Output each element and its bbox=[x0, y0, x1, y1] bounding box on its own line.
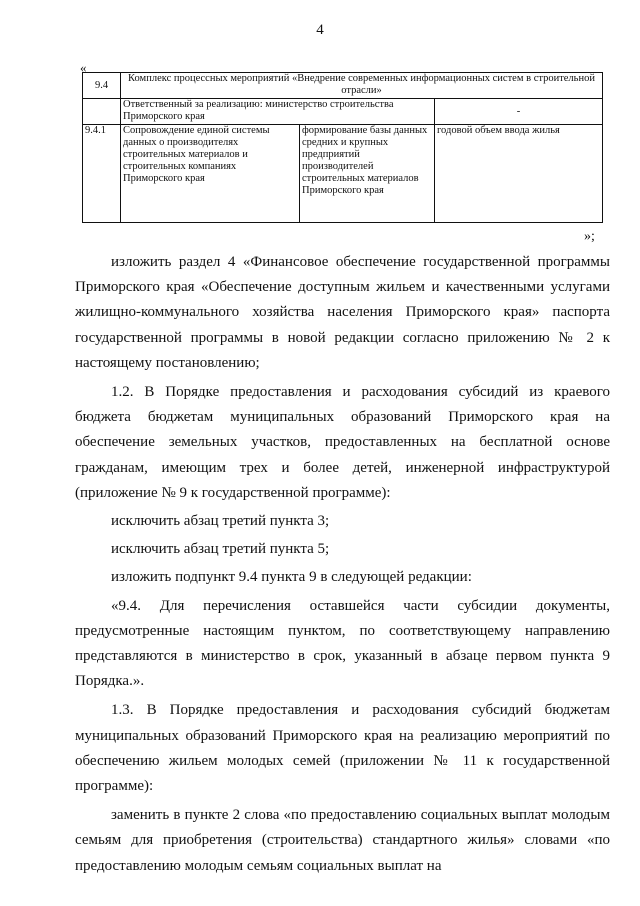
paragraph: 1.2. В Порядке предоставления и расходования субсидий из краевого бюджета бюджетам муниципальных образований Приморского края на обеспечение земельных участков, предоставленных на бесплатной основе гражданам, имеющим трех и более детей, инженерной инфраструктурой (приложение № 9 к государственной программе): bbox=[75, 384, 610, 501]
table-row-responsible bbox=[83, 99, 603, 125]
closing-quote-mark: »; bbox=[584, 229, 595, 244]
responsible-cell: Ответственный за реализацию: министерство строительства Приморского края bbox=[121, 99, 435, 125]
paragraph: заменить в пункте 2 слова «по предоставлению социальных выплат молодым семьям для приобретения (строительства) стандартного жилья» словами «по предоставлению молодым семьям социальных выплат на bbox=[75, 807, 610, 874]
paragraph: изложить раздел 4 «Финансовое обеспечение государственной программы Приморского края «Обеспечение доступным жильем и качественными услугами жилищно-коммунального хозяйства населения Приморского края» паспорта государственной программы в новой редакции согласно приложению № 2 к настоящему постановлению; bbox=[75, 254, 610, 371]
opening-quote-mark: « bbox=[80, 60, 87, 75]
program-table bbox=[82, 72, 603, 223]
paragraph: исключить абзац третий пункта 3; bbox=[111, 513, 330, 530]
table-row-task bbox=[83, 125, 603, 223]
task-cell: Сопровождение единой системы данных о производителях строительных материалов и строительных компаниях Приморского края bbox=[121, 125, 300, 223]
description-cell: формирование базы данных средних и крупных предприятий производителей строительных материалов Приморского края bbox=[300, 125, 435, 223]
paragraph: 1.3. В Порядке предоставления и расходования субсидий бюджетам муниципальных образований Приморского края на реализацию мероприятий по обеспечению жильем молодых семей (приложении № 11 к государственной программе): bbox=[75, 702, 610, 795]
table-row-complex bbox=[83, 73, 603, 99]
empty-cell bbox=[83, 99, 121, 125]
paragraph: исключить абзац третий пункта 5; bbox=[111, 541, 330, 558]
row-number-cell: 9.4.1 bbox=[83, 125, 121, 223]
row-number-cell: 9.4 bbox=[83, 73, 121, 99]
document-body bbox=[75, 250, 610, 879]
dash-cell: - bbox=[435, 99, 603, 125]
paragraph: изложить подпункт 9.4 пункта 9 в следующей редакции: bbox=[111, 569, 472, 586]
complex-title-cell: Комплекс процессных мероприятий «Внедрение современных информационных систем в строительной отрасли» bbox=[121, 73, 603, 99]
indicator-cell: годовой объем ввода жилья bbox=[435, 125, 603, 223]
paragraph: «9.4. Для перечисления оставшейся части субсидии документы, предусмотренные настоящим пунктом, по соответствующему направлению представляются в министерство в срок, указанный в абзаце первом пункта 9 Порядка.». bbox=[75, 597, 610, 690]
page-number: 4 bbox=[316, 22, 324, 38]
